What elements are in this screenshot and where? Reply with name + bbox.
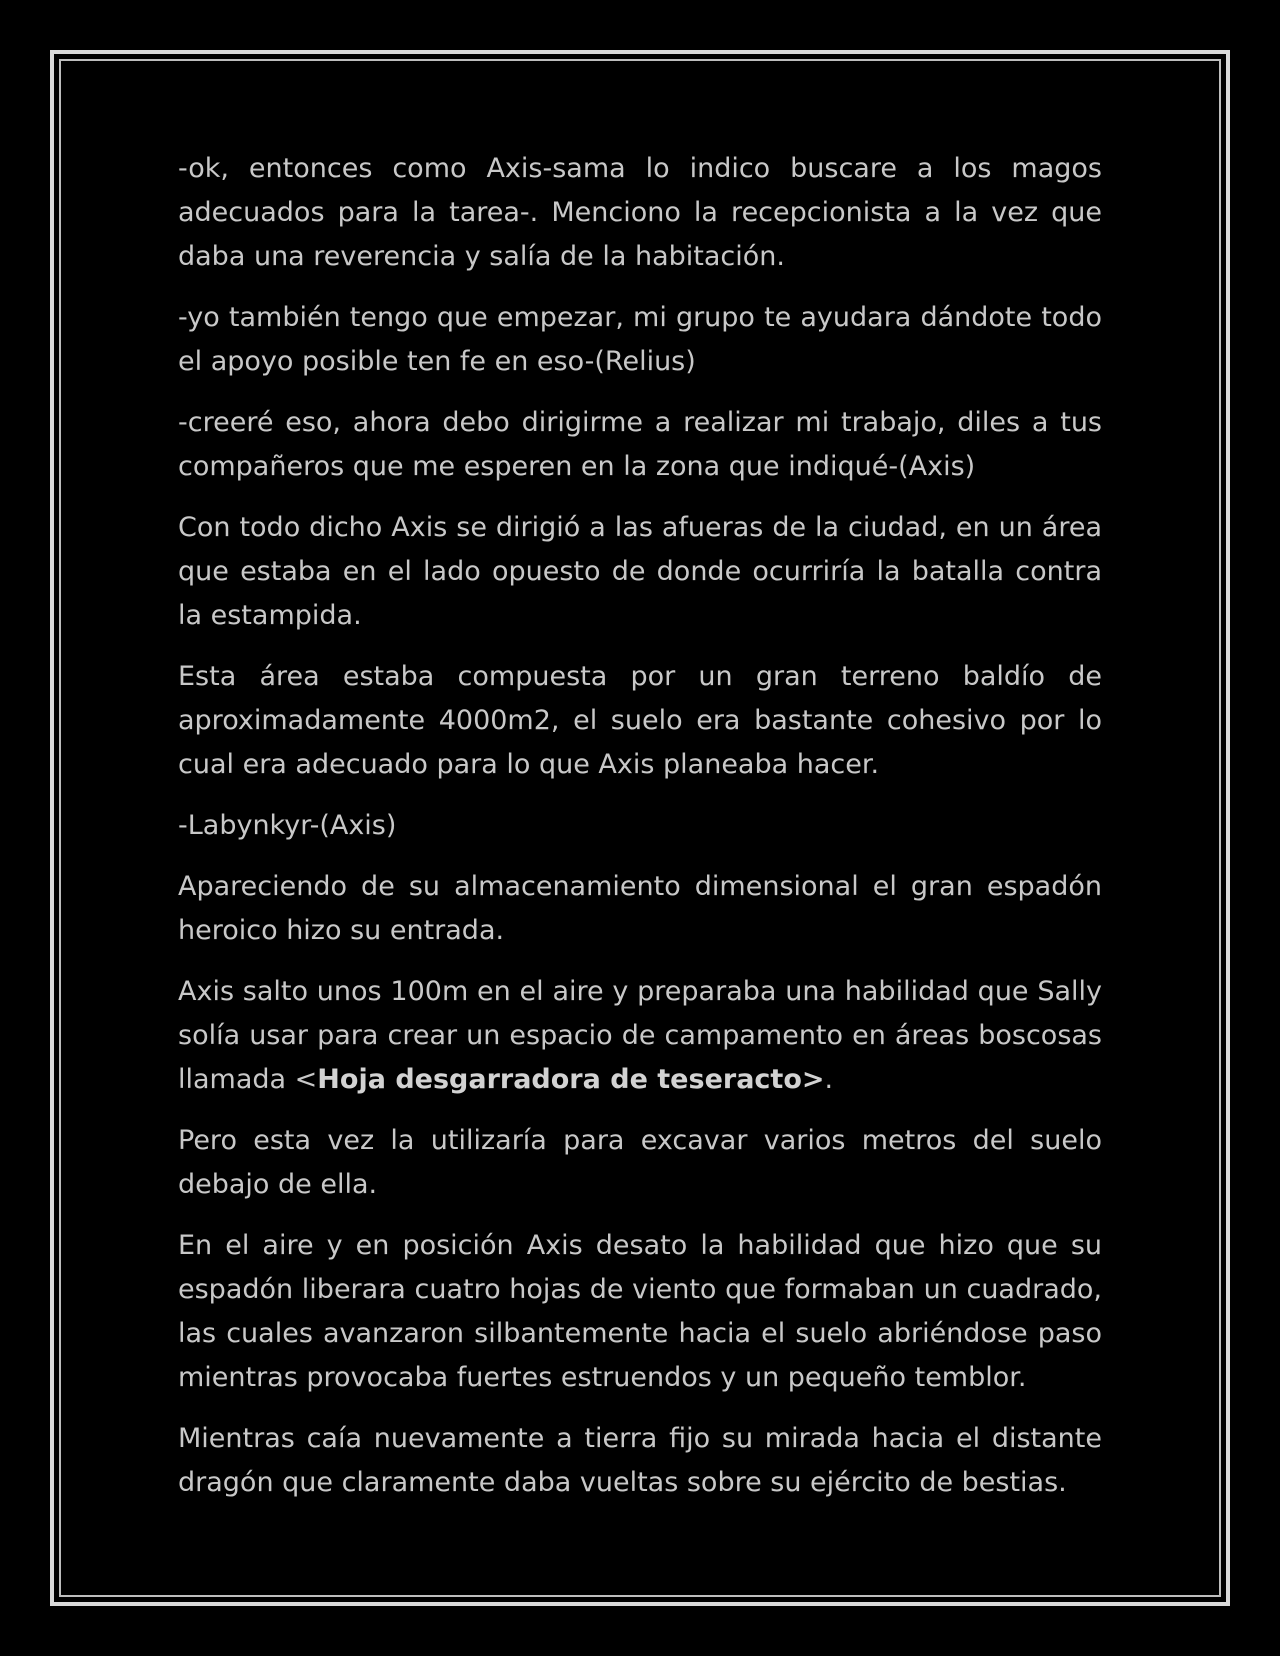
paragraph-8 xyxy=(178,970,1102,1102)
paragraph-8-end: . xyxy=(824,1064,834,1095)
paragraph-1: -ok, entonces como Axis-sama lo indico buscare a los magos adecuados para la tarea-. Menciono la recepcionista a la vez que daba una reverencia y salía de la habitación. xyxy=(178,153,1102,272)
paragraph-3: -creeré eso, ahora debo dirigirme a realizar mi trabajo, diles a tus compañeros que me esperen en la zona que indiqué-(Axis) xyxy=(178,407,1102,482)
paragraph-9: Pero esta vez la utilizaría para excavar varios metros del suelo debajo de ella. xyxy=(178,1125,1102,1200)
paragraph-10: En el aire y en posición Axis desato la habilidad que hizo que su espadón liberara cuatro hojas de viento que formaban un cuadrado, las cuales avanzaron silbantemente hacia el suelo abriéndose paso mientras provocaba fuertes estruendos y un pequeño temblor. xyxy=(178,1230,1102,1393)
paragraph-7: Apareciendo de su almacenamiento dimensional el gran espadón heroico hizo su entrada. xyxy=(178,871,1102,946)
document-body xyxy=(178,147,1102,1522)
paragraph-4: Con todo dicho Axis se dirigió a las afueras de la ciudad, en un área que estaba en el lado opuesto de donde ocurriría la batalla contra la estampida. xyxy=(178,512,1102,631)
paragraph-8-text: Axis salto unos 100m en el aire y preparaba una habilidad que Sally solía usar para crear un espacio de campamento en áreas boscosas llamada < xyxy=(178,976,1102,1095)
paragraph-6: -Labynkyr-(Axis) xyxy=(178,810,397,841)
skill-name: Hoja desgarradora de teseracto> xyxy=(317,1064,825,1095)
paragraph-2: -yo también tengo que empezar, mi grupo te ayudara dándote todo el apoyo posible ten fe en eso-(Relius) xyxy=(178,302,1102,377)
paragraph-5: Esta área estaba compuesta por un gran terreno baldío de aproximadamente 4000m2, el suelo era bastante cohesivo por lo cual era adecuado para lo que Axis planeaba hacer. xyxy=(178,661,1102,780)
paragraph-11: Mientras caía nuevamente a tierra fijo su mirada hacia el distante dragón que claramente daba vueltas sobre su ejército de bestias. xyxy=(178,1423,1102,1498)
